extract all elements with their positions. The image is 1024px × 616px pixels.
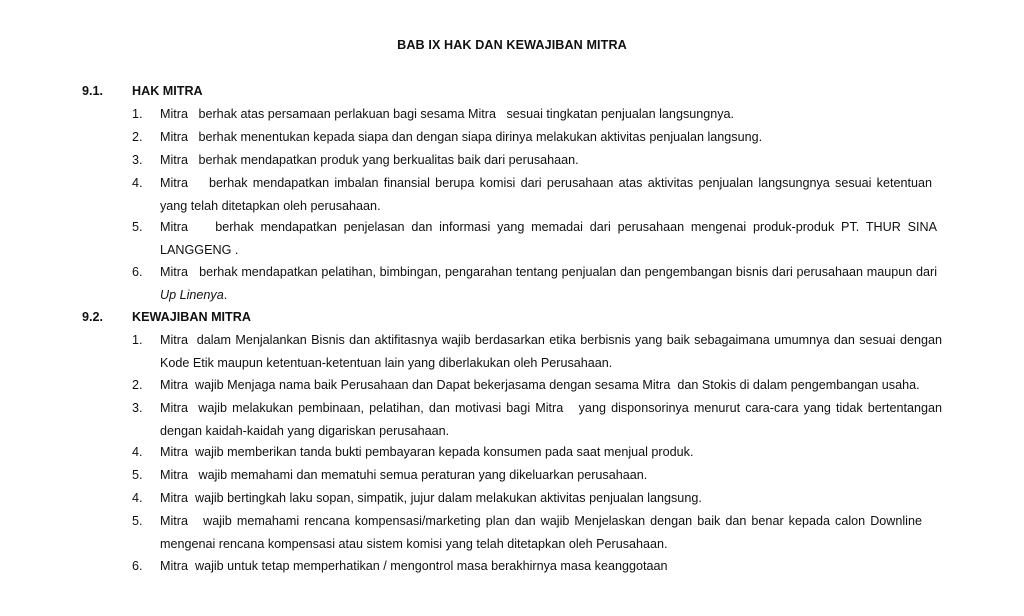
item-text: Mitra berhak mendapatkan penjelasan dan informasi yang memadai dari perusahaan mengenai produk-produk PT. THUR SINA LANGGENG . (160, 220, 941, 257)
item-text: Mitra berhak atas persamaan perlakuan bagi sesama Mitra sesuai tingkatan penjualan langsungnya. (160, 107, 735, 121)
list-item (132, 464, 937, 487)
item-text-end: . (223, 287, 228, 302)
list-item (132, 261, 941, 306)
item-text: Mitra wajib untuk tetap memperhatikan / mengontrol masa berakhirnya masa keanggotaan (160, 559, 668, 573)
item-number: 5. (132, 514, 143, 528)
item-number: 2. (132, 130, 143, 144)
item-text: Mitra wajib memahami dan mematuhi semua peraturan yang dikeluarkan perusahaan. (160, 468, 648, 482)
list-item (132, 374, 937, 397)
item-text: Mitra dalam Menjalankan Bisnis dan aktifitasnya wajib berdasarkan etika berbisnis yang baik sebagaimana umumnya dan sesuai dengan Kode Etik maupun ketentuan-ketentuan lain yang diberlakukan oleh Perusahaan. (160, 333, 946, 370)
section-number-kewajiban: 9.2. (82, 310, 104, 324)
list-item (132, 149, 937, 172)
item-number: 2. (132, 378, 143, 392)
item-number: 1. (132, 107, 143, 121)
item-text: Mitra berhak menentukan kepada siapa dan dengan siapa dirinya melakukan aktivitas penjualan langsung. (160, 130, 763, 144)
item-number: 4. (132, 445, 143, 459)
item-text-main: Mitra berhak mendapatkan pelatihan, bimbingan, pengarahan tentang penjualan dan pengembangan bisnis dari perusahaan maupun dari (160, 265, 941, 279)
item-number: 6. (132, 559, 143, 573)
item-number: 5. (132, 220, 143, 234)
list-item (132, 510, 926, 555)
item-number: 1. (132, 333, 143, 347)
item-number: 3. (132, 401, 143, 415)
list-item (132, 172, 936, 217)
item-text-italic: Up Linenya (160, 287, 224, 302)
section-heading-kewajiban: KEWAJIBAN MITRA (132, 310, 251, 324)
item-text: Mitra berhak mendapatkan produk yang berkualitas baik dari perusahaan. (160, 153, 579, 167)
list-item (132, 555, 937, 578)
item-number: 5. (132, 468, 143, 482)
item-text: Mitra wajib melakukan pembinaan, pelatihan, dan motivasi bagi Mitra yang disponsorinya menurut cara-cara yang tidak bertentangan dengan kaidah-kaidah yang digariskan perusahaan. (160, 401, 946, 438)
item-number: 4. (132, 176, 143, 190)
list-item (132, 126, 937, 149)
list-item (132, 397, 946, 442)
list-item (132, 103, 937, 126)
list-item (132, 329, 946, 374)
section-heading-hak: HAK MITRA (132, 84, 203, 98)
item-text: Mitra wajib memberikan tanda bukti pembayaran kepada konsumen pada saat menjual produk. (160, 445, 694, 459)
item-number: 4. (132, 491, 143, 505)
item-text: Mitra berhak mendapatkan imbalan finansial berupa komisi dari perusahaan atas aktivitas penjualan langsungnya sesuai ketentuan yang telah ditetapkan oleh perusahaan. (160, 176, 936, 213)
list-item (132, 216, 941, 261)
chapter-title: BAB IX HAK DAN KEWAJIBAN MITRA (397, 38, 627, 52)
list-item (132, 487, 937, 510)
item-number: 6. (132, 265, 143, 279)
item-text: Mitra wajib bertingkah laku sopan, simpatik, jujur dalam melakukan aktivitas penjualan langsung. (160, 491, 702, 505)
item-text: Mitra wajib memahami rencana kompensasi/marketing plan dan wajib Menjelaskan dengan baik dan benar kepada calon Downline mengenai rencana kompensasi atau sistem komisi yang telah ditetapkan oleh Perusahaan. (160, 514, 926, 551)
list-item (132, 441, 937, 464)
section-number-hak: 9.1. (82, 84, 104, 98)
item-text: Mitra wajib Menjaga nama baik Perusahaan dan Dapat bekerjasama dengan sesama Mitra dan Stokis di dalam pengembangan usaha. (160, 378, 920, 392)
item-text (160, 261, 941, 306)
item-number: 3. (132, 153, 143, 167)
